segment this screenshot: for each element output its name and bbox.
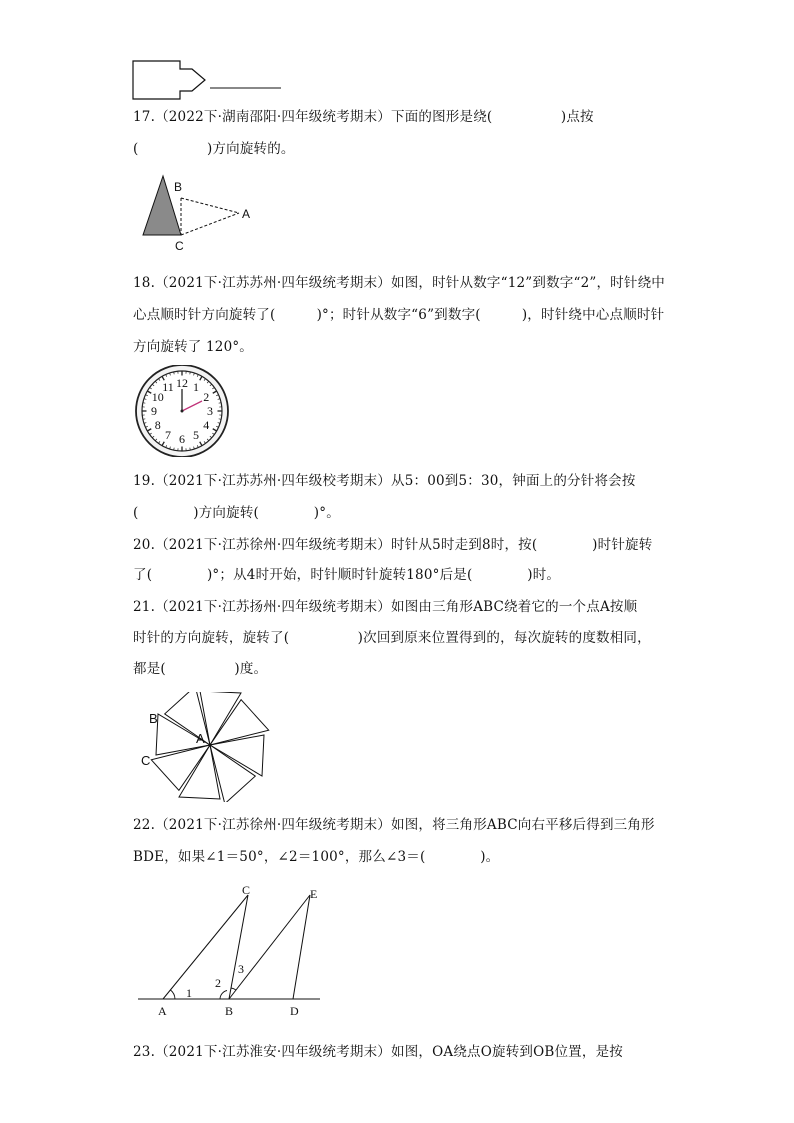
label-b: B (225, 1004, 234, 1018)
dashed-line-b-a (181, 198, 239, 213)
clock-number: 3 (207, 404, 213, 418)
angle-label-1: 1 (186, 986, 192, 1000)
rectangle-arrow-shape (133, 61, 205, 99)
clock-number: 1 (193, 379, 199, 394)
q20-text-line1: 20.（2021下·江苏徐州·四年级统考期末）时针从5时走到8时，按( )时针旋转 (133, 537, 653, 553)
q18-text-line1: 18.（2021下·江苏苏州·四年级统考期末）如图，时针从数字“12”到数字“2”，时针绕中 (133, 275, 665, 291)
clock-number: 12 (176, 376, 188, 390)
dashed-line-c-a (181, 213, 239, 235)
clock-number: 6 (179, 432, 185, 446)
segment-be (229, 895, 310, 999)
segment-de (293, 895, 310, 999)
q22-text-line1: 22.（2021下·江苏徐州·四年级统考期末）如图，将三角形ABC向右平移后得到三角形 (133, 817, 655, 833)
clock-number: 4 (203, 418, 210, 432)
label-a: A (242, 207, 251, 221)
pinwheel-label-c: C (141, 753, 151, 768)
label-d: D (290, 1004, 299, 1018)
angle-1-arc (171, 990, 176, 999)
label-e: E (310, 887, 318, 901)
label-c: C (242, 883, 251, 897)
clock-center-dot (181, 410, 184, 413)
q17-triangle-figure (138, 172, 268, 254)
angle-3-arc (231, 988, 236, 990)
clock-number: 2 (203, 390, 210, 404)
q19-text-line2: ( )方向旋转( )°。 (133, 505, 340, 521)
q19-text-line1: 19.（2021下·江苏苏州·四年级校考期末）从5：00到5：30，钟面上的分针将会按 (133, 473, 636, 489)
q17-text-line2: ( )方向旋转的。 (133, 141, 295, 157)
q22-text-line2: BDE，如果∠1＝50°，∠2＝100°，那么∠3＝( )。 (133, 849, 500, 865)
q21-text-line3: 都是( )度。 (133, 661, 268, 677)
clock-number: 10 (151, 390, 164, 404)
q17-text-line1: 17.（2022下·湖南邵阳·四年级统考期末）下面的图形是绕( )点按 (133, 109, 594, 125)
clock-number: 7 (165, 428, 171, 443)
q18-text-line3: 方向旋转了 120°。 (133, 339, 254, 355)
clock-figure (134, 365, 234, 457)
segment-ac (163, 895, 248, 999)
clock-number: 9 (151, 404, 157, 418)
angle-label-3: 3 (238, 962, 244, 976)
q23-text-line1: 23.（2021下·江苏淮安·四年级统考期末）如图，OA绕点O旋转到OB位置，是按 (133, 1044, 623, 1060)
q21-text-line1: 21.（2021下·江苏扬州·四年级统考期末）如图由三角形ABC绕着它的一个点A按顺 (133, 599, 638, 615)
arrow-rectangle-figure (130, 58, 290, 104)
clock-number: 8 (154, 418, 161, 432)
clock-number: 11 (162, 379, 174, 394)
pinwheel-rotation-figure (138, 692, 278, 802)
label-c: C (175, 239, 184, 253)
angle-label-2: 2 (215, 976, 221, 990)
clock-number: 5 (193, 428, 199, 443)
label-b: B (174, 180, 183, 194)
pinwheel-label-b: B (149, 711, 158, 726)
q20-text-line2: 了( )°；从4时开始，时针顺时针旋转180°后是( )时。 (133, 567, 561, 583)
q21-text-line2: 时针的方向旋转，旋转了( )次回到原来位置得到的，每次旋转的度数相同， (133, 630, 651, 646)
label-a: A (158, 1004, 167, 1018)
segment-bc (229, 895, 248, 999)
q22-translation-figure (135, 882, 330, 1022)
angle-2-arc (220, 991, 227, 1000)
pinwheel-label-a: A (196, 731, 205, 746)
q18-text-line2: 心点顺时针方向旋转了( )°；时针从数字“6”到数字( )，时针绕中心点顺时针 (133, 307, 665, 323)
